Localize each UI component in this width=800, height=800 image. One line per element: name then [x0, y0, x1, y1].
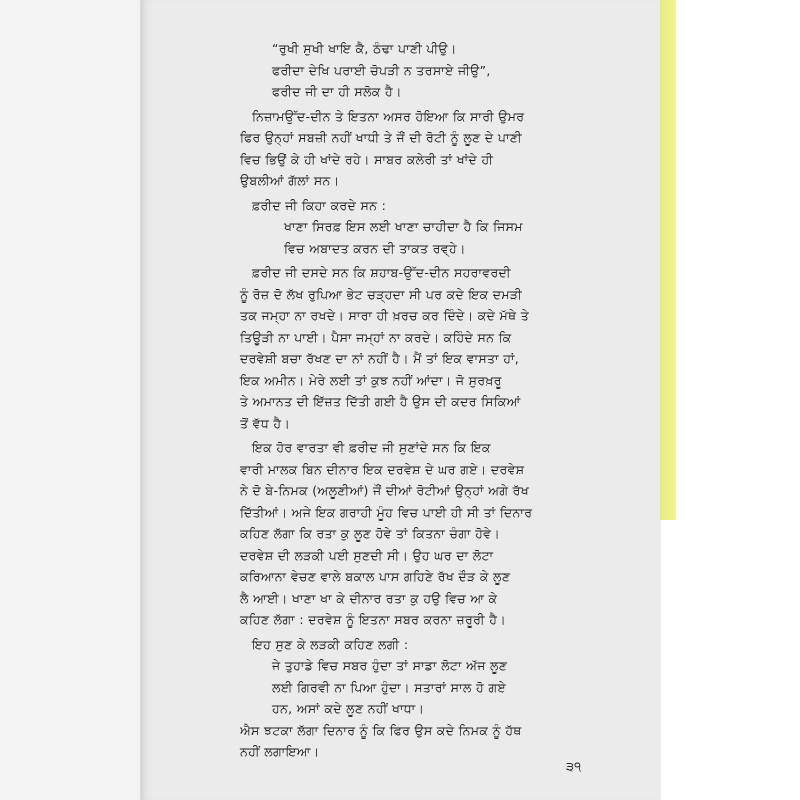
indented-quote-line: ਹਨ, ਅਸਾਂ ਕਦੇ ਲੂਣ ਨਹੀਂ ਖਾਧਾ।	[272, 701, 425, 716]
background-left	[0, 0, 140, 800]
paragraph-line: ਲੈ ਆਈ। ਖਾਣਾ ਖਾ ਕੇ ਦੀਨਾਰ ਰਤਾ ਕੁ ਹਉ ਵਿਚ ਆ ਕੇ	[240, 590, 498, 606]
paragraph-line: ਇਕ ਅਮੀਨ। ਮੇਰੇ ਲਈ ਤਾਂ ਕੁਝ ਨਹੀਂ ਆਂਦਾ। ਜੋ ਸੁਰਖ਼ਰੂ	[240, 372, 502, 388]
paragraph-line: ਨਿਜ਼ਾਮਉੱਦ-ਦੀਨ ਤੇ ਇਤਨਾ ਅਸਰ ਹੋਇਆ ਕਿ ਸਾਰੀ ਉਮਰ	[252, 108, 525, 124]
quote-line: ਫਰੀਦ ਜੀ ਦਾ ਹੀ ਸਲੋਕ ਹੈ।	[272, 84, 402, 99]
paragraph-line: ਤਕ ਜਮ੍ਹਾ ਨਾ ਰਖਦੇ। ਸਾਰਾ ਹੀ ਖ਼ਰਚ ਕਰ ਦਿੰਦੇ। ਕਦੇ ਮੱਥੇ ਤੇ	[240, 308, 530, 323]
page-number: ੩੧	[566, 760, 582, 775]
paragraph-line: ਤਿਊੜੀ ਨਾ ਪਾਈ। ਪੈਸਾ ਜਮ੍ਹਾਂ ਨਾ ਕਰਦੇ। ਕਹਿੰਦੇ ਸਨ ਕਿ	[240, 329, 512, 345]
paragraph-line: ਨਹੀਂ ਲਗਾਇਆ।	[240, 744, 320, 759]
quote-line: ਫਰੀਦਾ ਦੇਖਿ ਪਰਾਈ ਚੋਪੜੀ ਨ ਤਰਸਾਏ ਜੀਉ”,	[272, 62, 491, 78]
paragraph-line: ਕਹਿਣ ਲੱਗਾ : ਦਰਵੇਸ਼ ਨੂੰ ਇਤਨਾ ਸਬਰ ਕਰਨਾ ਜ਼ਰੂਰੀ ਹੈ।	[240, 612, 507, 627]
paragraph-line: ਕਰਿਆਨਾ ਵੇਚਣ ਵਾਲੇ ਬਕਾਲ ਪਾਸ ਗਹਿਣੇ ਰੱਖ ਦੌੜ ਕੇ ਲੂਣ	[240, 569, 511, 584]
paragraph-line: ਇਕ ਹੋਰ ਵਾਰਤਾ ਵੀ ਫ਼ਰੀਦ ਜੀ ਸੁਣਾਂਦੇ ਸਨ ਕਿ ਇਕ	[252, 440, 491, 455]
paragraph-intro: ਇਹ ਸੁਣ ਕੇ ਲੜਕੀ ਕਹਿਣ ਲਗੀ :	[252, 636, 409, 652]
indented-quote-line: ਖਾਣਾ ਸਿਰਫ਼ ਇਸ ਲਈ ਖਾਣਾ ਚਾਹੀਦਾ ਹੈ ਕਿ ਜਿਸਮ	[284, 219, 523, 234]
paragraph-line: ਨੂੰ ਰੋਜ਼ ਦੋ ਲੱਖ ਰੁਪਿਆ ਭੇਟ ਚੜ੍ਹਦਾ ਸੀ ਪਰ ਕਦੇ ਇਕ ਦਮੜੀ	[240, 286, 523, 302]
indented-quote-line: ਲਈ ਗਿਰਵੀ ਨਾ ਪਿਆ ਹੁੰਦਾ। ਸਤਾਰਾਂ ਸਾਲ ਹੋ ਗਏ	[272, 679, 506, 695]
paragraph-line: ਵਾਰੀ ਮਾਲਕ ਬਿਨ ਦੀਨਾਰ ਇਕ ਦਰਵੇਸ਼ ਦੇ ਘਰ ਗਏ। ਦਰਵੇਸ਼	[240, 461, 525, 477]
page-text	[240, 38, 592, 763]
paragraph-line: ਦਰਵੇਸ਼ੀ ਬਚਾ ਰੱਖਣ ਦਾ ਨਾਂ ਨਹੀਂ ਹੈ। ਮੈਂ ਤਾਂ ਇਕ ਵਾਸਤਾ ਹਾਂ,	[240, 351, 520, 366]
paragraph-line: ਦਿੱਤੀਆਂ। ਅਜੇ ਇਕ ਗਰਾਹੀ ਮੂੰਹ ਵਿਚ ਪਾਈ ਹੀ ਸੀ ਤਾਂ ਦਿਨਾਰ	[240, 504, 533, 520]
paragraph-line: ਤੇ ਅਮਾਨਤ ਦੀ ਇੱਜ਼ਤ ਦਿੱਤੀ ਗਈ ਹੈ ਉਸ ਦੀ ਕਦਰ ਸਿਕਿਆਂ	[240, 394, 521, 409]
yellow-cover-edge	[660, 0, 676, 520]
paragraph-line: ਐਸ ਝਟਕਾ ਲੱਗਾ ਦਿਨਾਰ ਨੂੰ ਕਿ ਫਿਰ ਉਸ ਕਦੇ ਨਿਮਕ ਨੂੰ ਹੱਥ	[240, 722, 522, 738]
paragraph-line: ਕਹਿਣ ਲੱਗਾ ਕਿ ਰਤਾ ਕੁ ਲੂਣ ਹੋਵੇ ਤਾਂ ਕਿਤਨਾ ਚੰਗਾ ਹੋਵੇ।	[240, 526, 501, 541]
paragraph-line: ਵਿਚ ਭਿਉਂ ਕੇ ਹੀ ਖਾਂਦੇ ਰਹੇ। ਸਾਬਰ ਕਲੇਰੀ ਤਾਂ ਖਾਂਦੇ ਹੀ	[240, 151, 494, 167]
paragraph-line: ਤੋਂ ਵੱਧ ਹੈ।	[240, 415, 291, 431]
paragraph-line: ਦਰਵੇਸ਼ ਦੀ ਲੜਕੀ ਪਈ ਸੁਣਦੀ ਸੀ। ਉਹ ਘਰ ਦਾ ਲੋਟਾ	[240, 547, 494, 563]
paragraph-intro: ਫ਼ਰੀਦ ਜੀ ਕਿਹਾ ਕਰਦੇ ਸਨ :	[252, 197, 387, 213]
background-right	[668, 0, 800, 800]
indented-quote-line: ਜੇ ਤੁਹਾਡੇ ਵਿਚ ਸਬਰ ਹੁੰਦਾ ਤਾਂ ਸਾਡਾ ਲੋਟਾ ਅੱਜ ਲੂਣ	[272, 658, 508, 673]
indented-quote-line: ਵਿਚ ਅਬਾਦਤ ਕਰਨ ਦੀ ਤਾਕਤ ਰਵ੍ਹੇ।	[284, 240, 466, 256]
paragraph-line: ਉਬਲੀਆਂ ਗੱਲਾਂ ਸਨ।	[240, 173, 340, 188]
paragraph-line: ਫ਼ਰੀਦ ਜੀ ਦਸਦੇ ਸਨ ਕਿ ਸ਼ਹਾਬ-ਉੱਦ-ਦੀਨ ਸਹਰਾਵਰਦੀ	[252, 265, 511, 280]
paragraph-line: ਨੇ ਦੋ ਬੇ-ਨਿਮਕ (ਅਲੂਣੀਆਂ) ਜੌਂ ਦੀਆਂ ਰੋਟੀਆਂ ਉਨ੍ਹਾਂ ਅਗੇ ਰੱਖ	[240, 483, 529, 498]
quote-line: “ਰੁਖੀ ਸੁਖੀ ਖਾਇ ਕੈ, ਠੰਢਾ ਪਾਣੀ ਪੀਉ।	[272, 41, 457, 56]
paragraph-line: ਫਿਰ ਉਨ੍ਹਾਂ ਸਬਜ਼ੀ ਨਹੀਂ ਖਾਧੀ ਤੇ ਜੌਂ ਦੀ ਰੋਟੀ ਨੂੰ ਲੂਣ ਦੇ ਪਾਣੀ	[240, 130, 522, 145]
